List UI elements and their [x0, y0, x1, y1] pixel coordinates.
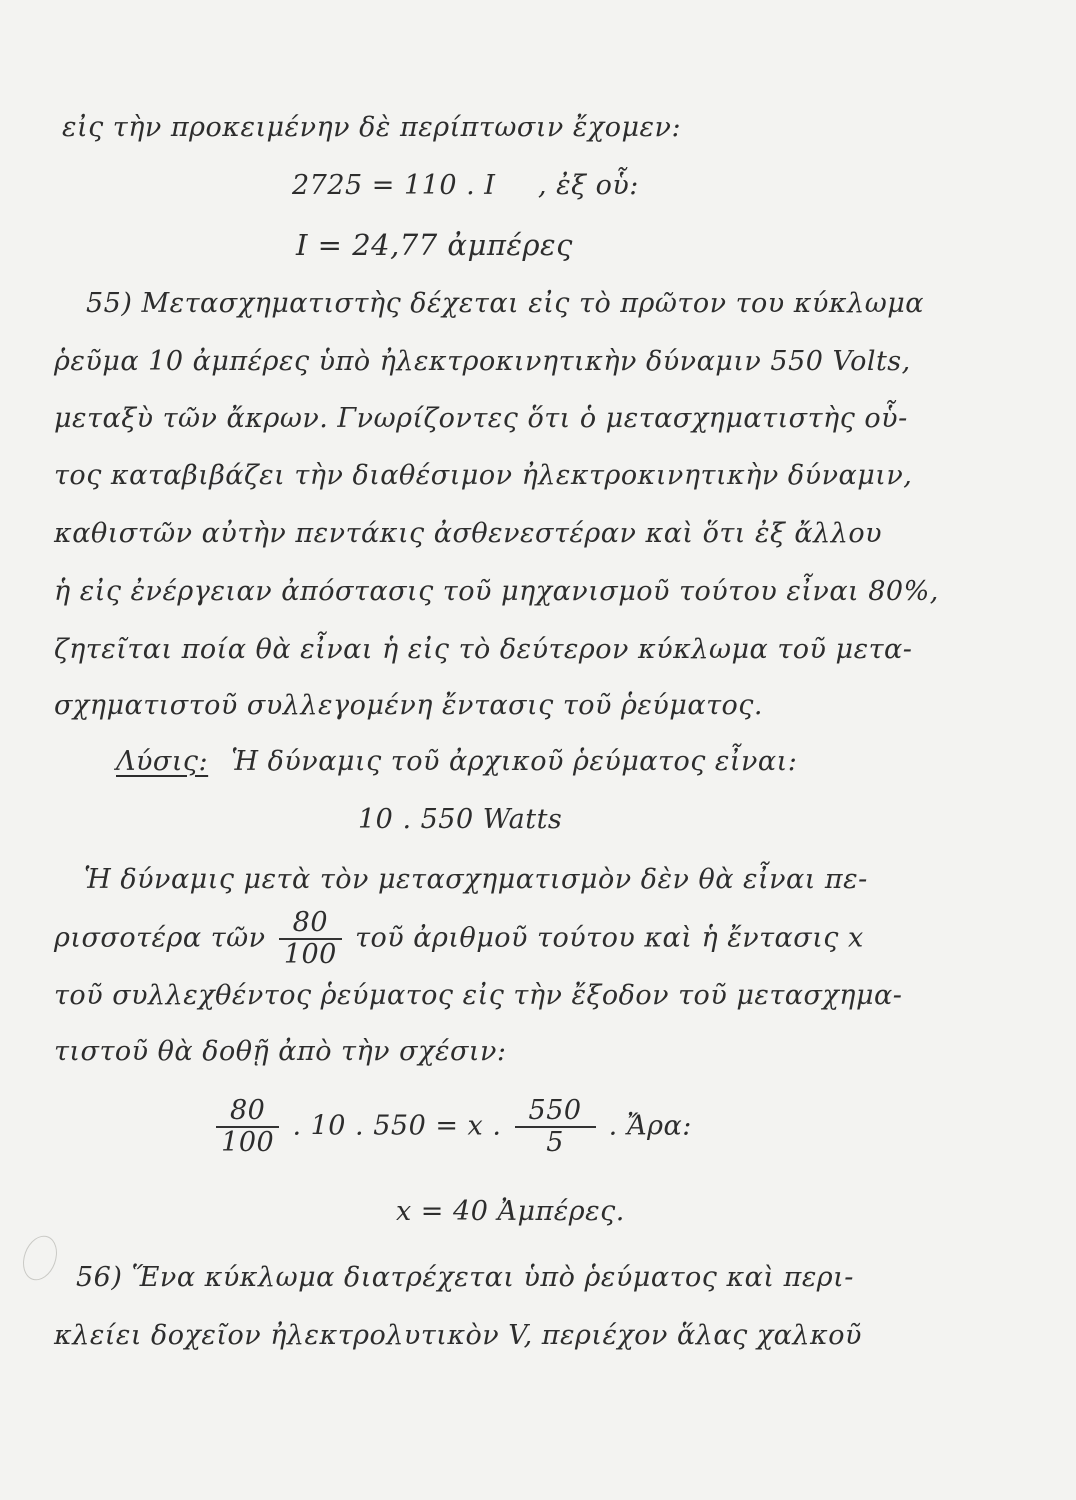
problem-56-line-1: 56) Ἕνα κύκλωμα διατρέχεται ὑπὸ ῥεύματος καὶ περι- — [76, 1262, 854, 1293]
equation-fraction-2 — [515, 1096, 596, 1158]
power-expression: 10 . 550 Watts — [358, 804, 563, 835]
problem-56-line-2: κλείει δοχεῖον ἠλεκτρολυτικὸν V, περιέχον ἅλας χαλκοῦ — [54, 1320, 862, 1351]
equation-end: . Ἄρα: — [608, 1110, 692, 1142]
result-line-2: x = 40 Ἀμπέρες. — [396, 1196, 625, 1227]
problem-55-line-7: ζητεῖται ποία θὰ εἶναι ἡ εἰς τὸ δεύτερον κύκλωμα τοῦ μετα- — [54, 634, 913, 665]
solution-label: Λύσις: — [116, 746, 209, 777]
solution-text: Ἡ δύναμις τοῦ ἀρχικοῦ ῥεύματος εἶναι: — [231, 746, 798, 777]
equation-denominator-1: 100 — [221, 1127, 275, 1158]
equation-middle: . 10 . 550 = x . — [292, 1110, 502, 1142]
fraction-80-100 — [279, 908, 342, 970]
solution-line-2: Ἡ δύναμις μετὰ τὸν μετασχηματισμὸν δὲν θὰ εἶναι πε- — [84, 864, 868, 895]
solution-line-3-start: ρισσοτέρα τῶν — [54, 922, 266, 954]
solution-line-4: τοῦ συλλεχθέντος ῥεύματος εἰς τὴν ἔξοδον τοῦ μετασχημα- — [54, 980, 903, 1011]
solution-line-3 — [0, 908, 1076, 970]
equation-denominator-2: 5 — [546, 1127, 564, 1158]
problem-55-line-4: τος καταβιβάζει τὴν διαθέσιμον ἠλεκτροκινητικὴν δύναμιν, — [54, 460, 913, 491]
text-line-1: εἰς τὴν προκειμένην δὲ περίπτωσιν ἔχομεν: — [62, 112, 682, 143]
fraction-denominator: 100 — [283, 939, 337, 970]
fraction-numerator: 80 — [279, 908, 342, 940]
main-equation — [0, 1096, 1076, 1158]
equation-fraction-1 — [216, 1096, 279, 1158]
problem-55-line-5: καθιστῶν αὐτὴν πεντάκις ἀσθενεστέραν καὶ ὅτι ἐξ ἄλλου — [54, 518, 883, 549]
problem-55-line-3: μεταξὺ τῶν ἄκρων. Γνωρίζοντες ὅτι ὁ μετασχηματιστὴς οὗ- — [54, 403, 908, 434]
solution-line-3-end: τοῦ ἀριθμοῦ τούτου καὶ ἡ ἔντασις x — [355, 922, 864, 954]
problem-55-line-8: σχηματιστοῦ συλλεγομένη ἔντασις τοῦ ῥεύματος. — [54, 690, 763, 721]
problem-55-line-6: ἡ εἰς ἐνέργειαν ἀπόστασις τοῦ μηχανισμοῦ τούτου εἶναι 80%, — [54, 576, 939, 607]
solution-line-1 — [0, 746, 1076, 777]
equation-suffix: , ἐξ οὗ: — [538, 170, 639, 201]
result-line-1: I = 24,77 ἀμπέρες — [296, 228, 573, 262]
problem-55-line-2: ῥεῦμα 10 ἀμπέρες ὑπὸ ἠλεκτροκινητικὴν δύναμιν 550 Volts, — [54, 346, 911, 377]
bleed-through-text — [40, 90, 1040, 1390]
equation-numerator-1: 80 — [216, 1096, 279, 1128]
equation-numerator-2: 550 — [515, 1096, 596, 1128]
problem-55-line-1: 55) Μετασχηματιστὴς δέχεται εἰς τὸ πρῶτον του κύκλωμα — [86, 288, 925, 319]
solution-line-5: τιστοῦ θὰ δοθῇ ἀπὸ τὴν σχέσιν: — [54, 1036, 507, 1067]
equation-text: 2725 = 110 . I — [292, 170, 496, 201]
